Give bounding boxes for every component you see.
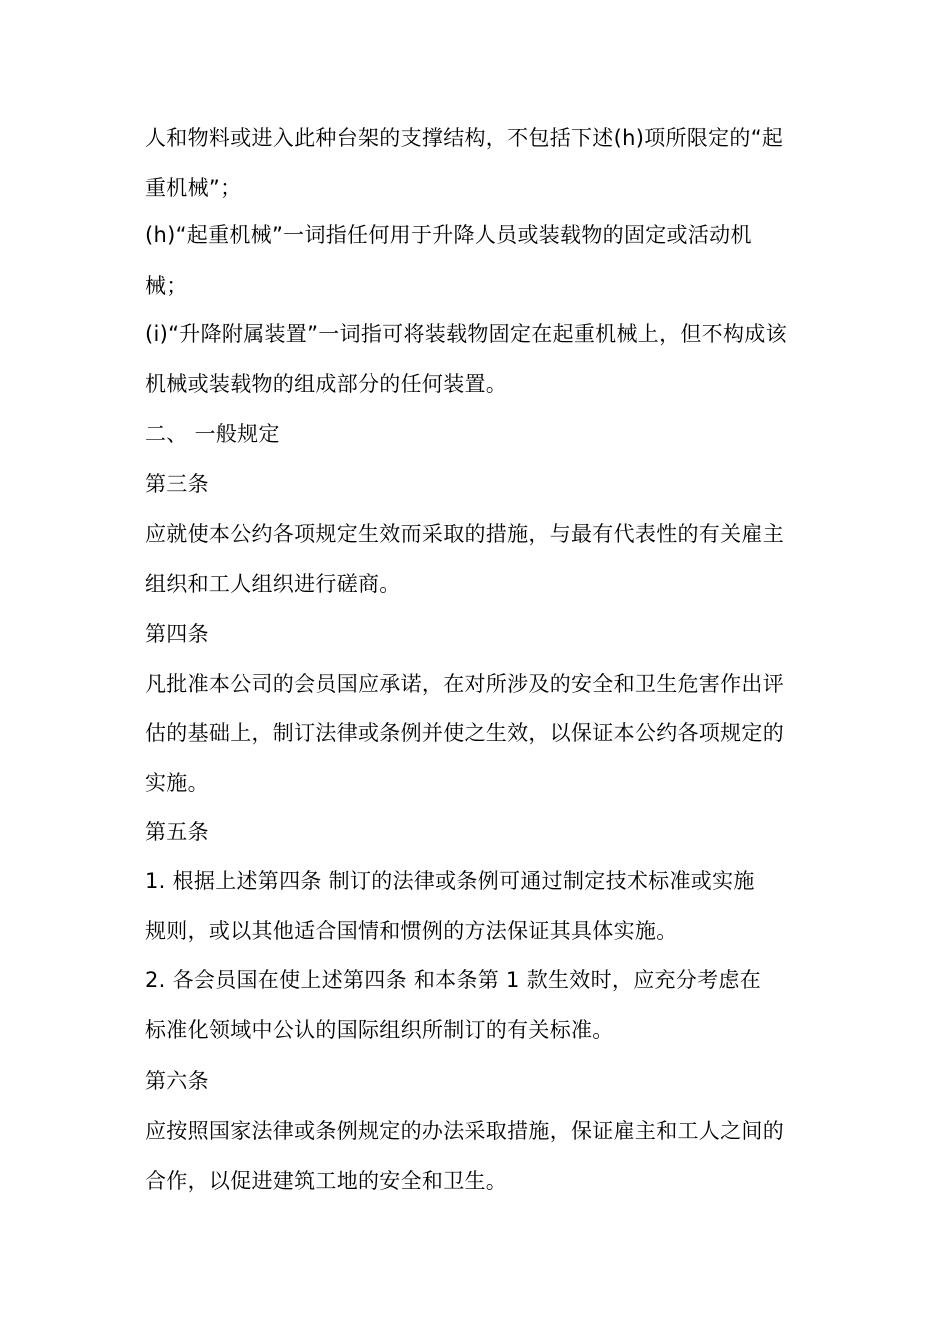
text-line-6: 机械或装载物的组成部分的任何装置。 <box>145 372 508 396</box>
article-heading-6: 第六条 <box>145 1069 209 1093</box>
text-line-19: 标准化领域中公认的国际组织所制订的有关标准。 <box>145 1018 614 1042</box>
text-line-16: 1. 根据上述第四条 制订的法律或条例可通过制定技术标准或实施 <box>145 869 755 893</box>
text-line-13: 估的基础上，制订法律或条例并使之生效，以保证本公约各项规定的 <box>145 721 784 745</box>
text-line-18: 2. 各会员国在使上述第四条 和本条第 1 款生效时，应充分考虑在 <box>145 968 761 992</box>
section-heading: 二、 一般规定 <box>145 422 280 446</box>
text-line-10: 组织和工人组织进行磋商。 <box>145 572 401 596</box>
text-line-14: 实施。 <box>145 771 209 795</box>
text-line-5: (i)“升降附属装置”一词指可将装载物固定在起重机械上，但不构成该 <box>145 322 787 346</box>
text-line-12: 凡批准本公司的会员国应承诺，在对所涉及的安全和卫生危害作出评 <box>145 672 784 696</box>
text-line-9: 应就使本公约各项规定生效而采取的措施，与最有代表性的有关雇主 <box>145 522 784 546</box>
text-line-22: 合作，以促进建筑工地的安全和卫生。 <box>145 1169 508 1193</box>
text-line-2: 重机械”； <box>145 176 242 200</box>
article-heading-4: 第四条 <box>145 622 209 646</box>
text-line-4: 械； <box>145 274 188 298</box>
article-heading-3: 第三条 <box>145 472 209 496</box>
text-line-17: 规则，或以其他适合国情和惯例的方法保证其具体实施。 <box>145 919 678 943</box>
text-line-21: 应按照国家法律或条例规定的办法采取措施，保证雇主和工人之间的 <box>145 1119 784 1143</box>
text-line-1: 人和物料或进入此种台架的支撑结构，不包括下述(h)项所限定的“起 <box>145 126 784 150</box>
text-line-3: (h)“起重机械”一词指任何用于升降人员或装载物的固定或活动机 <box>145 223 752 247</box>
article-heading-5: 第五条 <box>145 820 209 844</box>
